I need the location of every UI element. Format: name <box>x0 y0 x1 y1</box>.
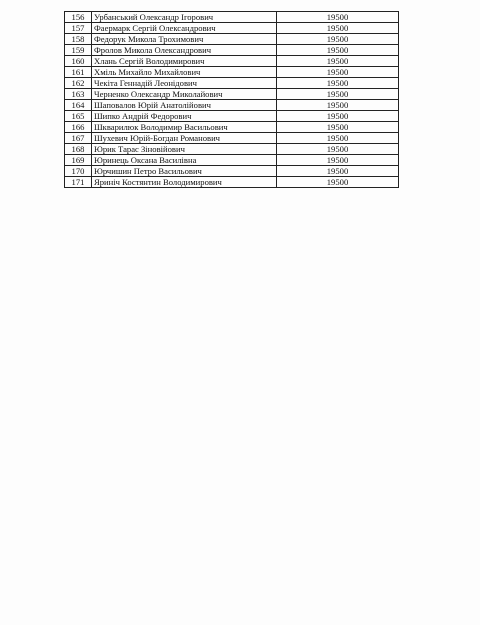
amount-cell: 19500 <box>277 56 399 67</box>
amount-cell: 19500 <box>277 155 399 166</box>
roster-table-body <box>65 12 399 188</box>
amount-cell: 19500 <box>277 166 399 177</box>
full-name-cell: Шипко Андрій Федорович <box>92 111 277 122</box>
table-row <box>65 34 399 45</box>
amount-cell: 19500 <box>277 100 399 111</box>
amount-cell: 19500 <box>277 89 399 100</box>
row-number-cell: 158 <box>65 34 92 45</box>
table-row <box>65 12 399 23</box>
table-row <box>65 122 399 133</box>
row-number-cell: 162 <box>65 78 92 89</box>
table-row <box>65 166 399 177</box>
row-number-cell: 160 <box>65 56 92 67</box>
amount-cell: 19500 <box>277 45 399 56</box>
row-number-cell: 159 <box>65 45 92 56</box>
table-row <box>65 111 399 122</box>
row-number-cell: 167 <box>65 133 92 144</box>
amount-cell: 19500 <box>277 23 399 34</box>
amount-cell: 19500 <box>277 78 399 89</box>
roster-table <box>64 11 399 188</box>
row-number-cell: 166 <box>65 122 92 133</box>
amount-cell: 19500 <box>277 67 399 78</box>
row-number-cell: 171 <box>65 177 92 188</box>
full-name-cell: Фаермарк Сергій Олександрович <box>92 23 277 34</box>
table-row <box>65 67 399 78</box>
table-row <box>65 45 399 56</box>
table-row <box>65 144 399 155</box>
amount-cell: 19500 <box>277 133 399 144</box>
row-number-cell: 163 <box>65 89 92 100</box>
table-row <box>65 89 399 100</box>
full-name-cell: Юринець Оксана Василівна <box>92 155 277 166</box>
full-name-cell: Шаповалов Юрій Анатолійович <box>92 100 277 111</box>
full-name-cell: Яриніч Костянтин Володимирович <box>92 177 277 188</box>
full-name-cell: Чекіта Геннадій Леонідович <box>92 78 277 89</box>
full-name-cell: Шухевич Юрій-Богдан Романович <box>92 133 277 144</box>
row-number-cell: 170 <box>65 166 92 177</box>
full-name-cell: Юрчишин Петро Васильович <box>92 166 277 177</box>
full-name-cell: Черненко Олександр Миколайович <box>92 89 277 100</box>
table-row <box>65 56 399 67</box>
amount-cell: 19500 <box>277 34 399 45</box>
full-name-cell: Федорук Микола Трохимович <box>92 34 277 45</box>
amount-cell: 19500 <box>277 111 399 122</box>
full-name-cell: Хміль Михайло Михайлович <box>92 67 277 78</box>
full-name-cell: Фролов Микола Олександрович <box>92 45 277 56</box>
table-row <box>65 100 399 111</box>
row-number-cell: 169 <box>65 155 92 166</box>
table-row <box>65 23 399 34</box>
row-number-cell: 156 <box>65 12 92 23</box>
row-number-cell: 157 <box>65 23 92 34</box>
amount-cell: 19500 <box>277 12 399 23</box>
row-number-cell: 165 <box>65 111 92 122</box>
row-number-cell: 168 <box>65 144 92 155</box>
table-row <box>65 78 399 89</box>
full-name-cell: Урбанський Олександр Ігорович <box>92 12 277 23</box>
full-name-cell: Шкварилюк Володимир Васильович <box>92 122 277 133</box>
table-row <box>65 133 399 144</box>
amount-cell: 19500 <box>277 177 399 188</box>
row-number-cell: 161 <box>65 67 92 78</box>
full-name-cell: Юрик Тарас Зіновійович <box>92 144 277 155</box>
table-row <box>65 177 399 188</box>
amount-cell: 19500 <box>277 122 399 133</box>
table-row <box>65 155 399 166</box>
row-number-cell: 164 <box>65 100 92 111</box>
amount-cell: 19500 <box>277 144 399 155</box>
full-name-cell: Хлань Сергій Володимирович <box>92 56 277 67</box>
